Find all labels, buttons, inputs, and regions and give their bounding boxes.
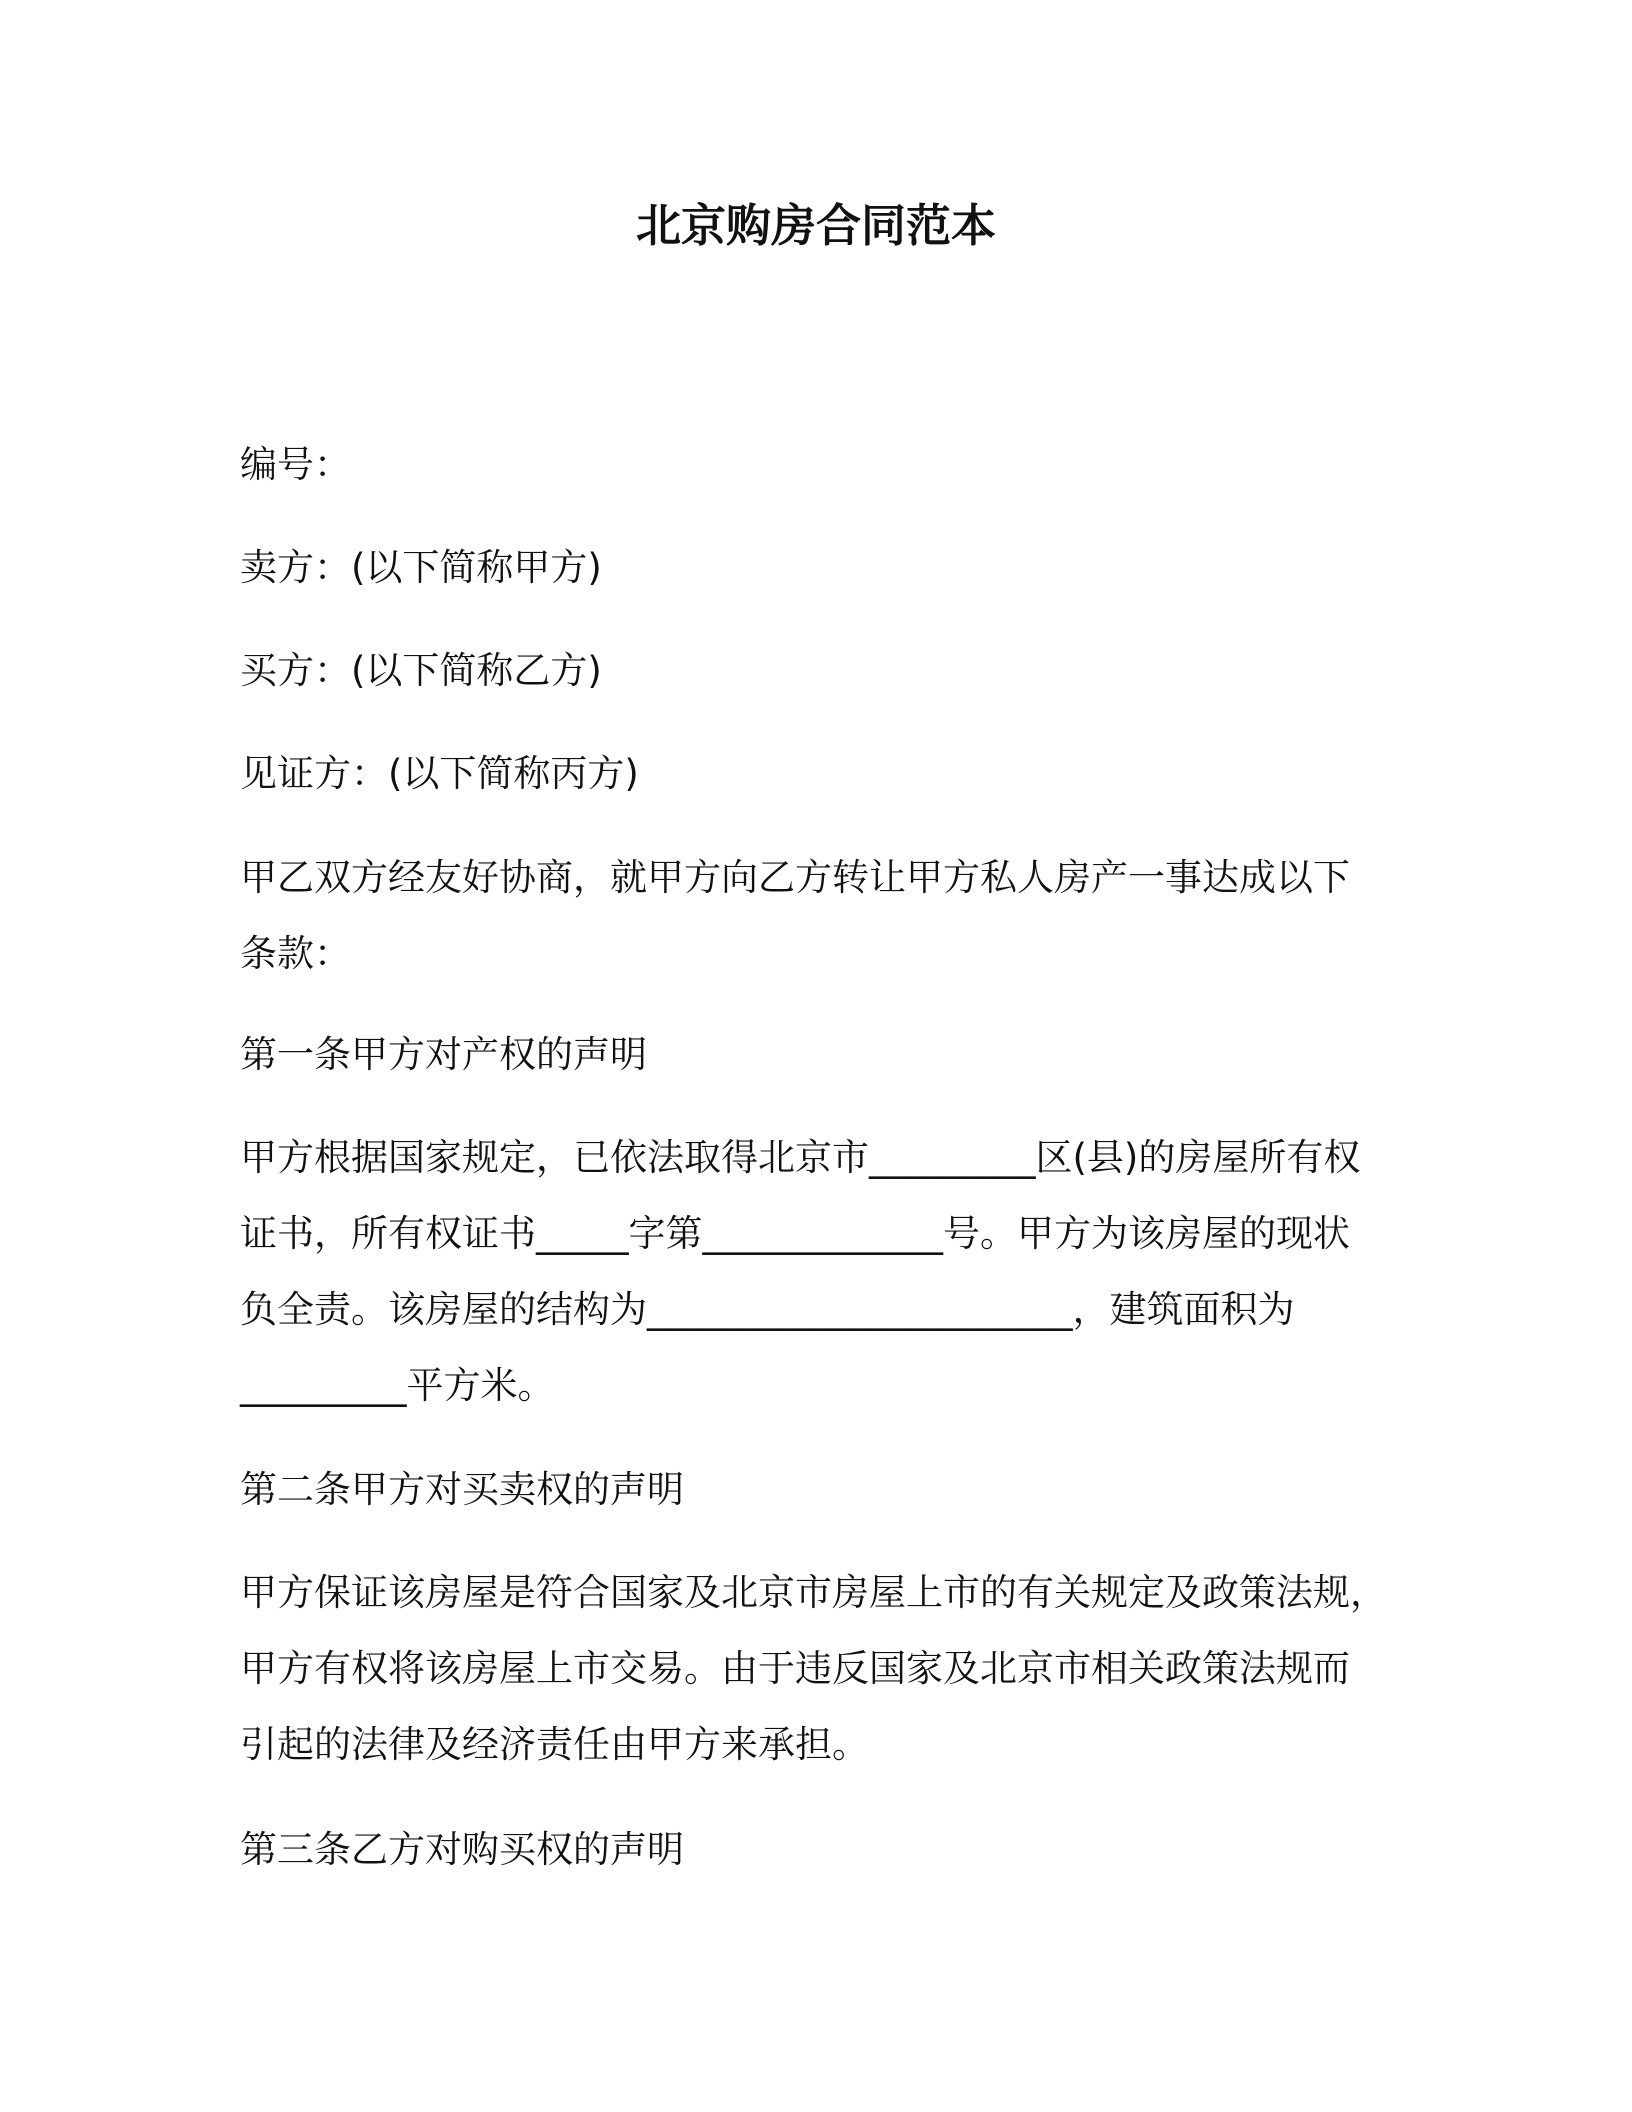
intro-line: 甲乙双方经友好协商，就甲方向乙方转让甲方私人房产一事达成以下 xyxy=(240,856,1350,899)
article-1-line: 负全责。该房屋的结构为_______________________，建筑面积为 xyxy=(240,1288,1295,1331)
intro-line: 条款： xyxy=(240,932,351,975)
intro-paragraph xyxy=(240,840,1390,992)
contract-number-field: 编号： xyxy=(240,443,351,486)
article-2-line: 甲方有权将该房屋上市交易。由于违反国家及北京市相关政策法规而 xyxy=(240,1647,1350,1690)
article-1-heading: 第一条甲方对产权的声明 xyxy=(240,1033,647,1076)
article-2-line: 甲方保证该房屋是符合国家及北京市房屋上市的有关规定及政策法规， xyxy=(240,1571,1387,1614)
article-2-heading: 第二条甲方对买卖权的声明 xyxy=(240,1468,684,1511)
article-1-body xyxy=(240,1120,1390,1424)
article-1-line: 证书，所有权证书_____字第_____________号。甲方为该房屋的现状 xyxy=(240,1212,1350,1255)
buyer-field: 买方：(以下简称乙方) xyxy=(240,649,602,692)
article-1-line: _________平方米。 xyxy=(240,1364,555,1407)
article-1-line: 甲方根据国家规定，已依法取得北京市_________区(县)的房屋所有权 xyxy=(240,1136,1361,1179)
article-3-heading: 第三条乙方对购买权的声明 xyxy=(240,1828,684,1871)
seller-field: 卖方：(以下简称甲方) xyxy=(240,546,602,589)
document-title: 北京购房合同范本 xyxy=(635,199,996,252)
article-2-body xyxy=(240,1555,1390,1783)
article-2-line: 引起的法律及经济责任由甲方来承担。 xyxy=(240,1723,869,1766)
witness-field: 见证方：(以下简称丙方) xyxy=(240,752,639,795)
